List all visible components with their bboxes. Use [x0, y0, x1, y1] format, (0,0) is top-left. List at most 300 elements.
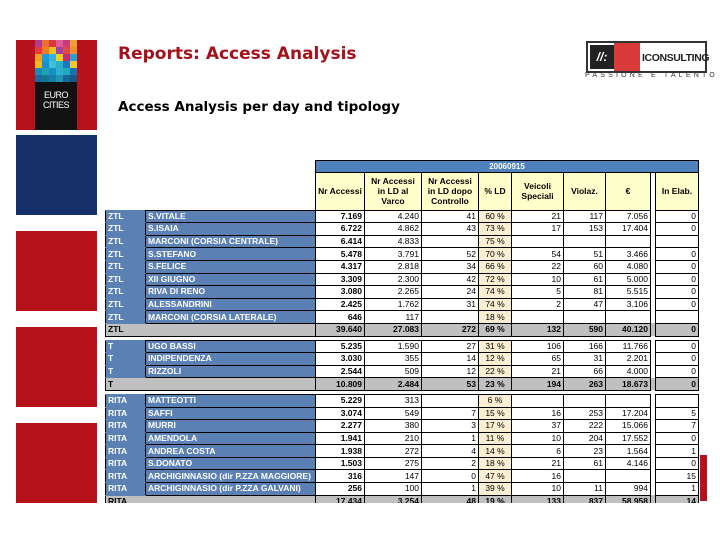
veicoli-speciali-cell: 37	[512, 420, 564, 433]
in-elab-cell: 0	[656, 248, 699, 261]
ld-controllo-cell	[422, 235, 479, 248]
ld-controllo-cell: 31	[422, 298, 479, 311]
euro-cell: 17.552	[606, 432, 651, 445]
ld-varco-cell: 355	[365, 353, 422, 366]
type-cell: ZTL	[106, 273, 146, 286]
in-elab-cell: 0	[656, 432, 699, 445]
pct-ld-cell: 66 %	[479, 260, 512, 273]
ld-controllo-cell: 43	[422, 223, 479, 236]
ld-varco-cell: 549	[365, 407, 422, 420]
veicoli-speciali-cell	[512, 235, 564, 248]
mosaic-tile	[70, 47, 77, 54]
iconsulting-tagline: PASSIONE E TALENTO	[585, 72, 718, 79]
accessi-cell: 17.434	[316, 495, 365, 503]
table-row	[106, 445, 699, 458]
mosaic-tile	[35, 40, 42, 47]
table-row	[106, 260, 699, 273]
gate-name-cell: S.FELICE	[146, 260, 316, 273]
veicoli-speciali-cell: 21	[512, 457, 564, 470]
euro-cell: 994	[606, 483, 651, 496]
accessi-cell: 2.544	[316, 365, 365, 378]
veicoli-speciali-cell: 194	[512, 378, 564, 391]
euro-cell: 1.564	[606, 445, 651, 458]
ld-varco-cell: 100	[365, 483, 422, 496]
page-subtitle: Access Analysis per day and tipology	[118, 99, 400, 115]
type-cell: T	[106, 340, 146, 353]
date-header: 20060915	[316, 161, 699, 173]
in-elab-cell: 0	[656, 365, 699, 378]
table-row	[106, 223, 699, 236]
gate-name-cell: XII GIUGNO	[146, 273, 316, 286]
euro-cell: 3.106	[606, 298, 651, 311]
gate-name-cell: S.ISAIA	[146, 223, 316, 236]
violazioni-cell: 81	[564, 286, 606, 299]
in-elab-cell: 0	[656, 223, 699, 236]
accessi-cell: 10.809	[316, 378, 365, 391]
table-row	[106, 340, 699, 353]
mosaic-tile	[56, 40, 63, 47]
ld-varco-cell: 509	[365, 365, 422, 378]
table-row	[106, 248, 699, 261]
pct-ld-cell: 18 %	[479, 457, 512, 470]
euro-cell: 5.000	[606, 273, 651, 286]
table-row	[106, 298, 699, 311]
gate-name-cell: UGO BASSI	[146, 340, 316, 353]
column-header: % LD	[479, 172, 512, 210]
in-elab-cell: 7	[656, 420, 699, 433]
violazioni-cell: 837	[564, 495, 606, 503]
column-header: Nr Accessi	[316, 172, 365, 210]
euro-cell	[606, 235, 651, 248]
ld-varco-cell: 3.791	[365, 248, 422, 261]
ld-varco-cell: 147	[365, 470, 422, 483]
ld-controllo-cell: 48	[422, 495, 479, 503]
veicoli-speciali-cell: 10	[512, 483, 564, 496]
ld-varco-cell: 2.818	[365, 260, 422, 273]
veicoli-speciali-cell: 21	[512, 365, 564, 378]
accessi-cell: 5.478	[316, 248, 365, 261]
euro-cell	[606, 311, 651, 324]
in-elab-cell: 14	[656, 495, 699, 503]
table-row	[106, 365, 699, 378]
pct-ld-cell: 74 %	[479, 286, 512, 299]
type-cell: ZTL	[106, 323, 316, 336]
violazioni-cell: 153	[564, 223, 606, 236]
euro-cell: 15.066	[606, 420, 651, 433]
column-header: Nr Accessi in LD al Varco	[365, 172, 422, 210]
in-elab-cell: 0	[656, 210, 699, 223]
violazioni-cell: 51	[564, 248, 606, 261]
pct-ld-cell: 15 %	[479, 407, 512, 420]
ld-varco-cell: 272	[365, 445, 422, 458]
accessi-cell: 7.169	[316, 210, 365, 223]
mosaic-tile	[35, 61, 42, 68]
logo-text: EURO CITIES	[42, 90, 69, 110]
type-cell: T	[106, 378, 316, 391]
mosaic-tile	[63, 75, 70, 82]
pct-ld-cell: 69 %	[479, 323, 512, 336]
ld-varco-cell: 2.484	[365, 378, 422, 391]
red-side-tab	[700, 455, 707, 501]
gate-name-cell: INDIPENDENZA	[146, 353, 316, 366]
mosaic-tile	[56, 47, 63, 54]
mosaic-tile	[70, 54, 77, 61]
violazioni-cell	[564, 311, 606, 324]
euro-cell: 17.204	[606, 407, 651, 420]
table-row	[106, 311, 699, 324]
in-elab-cell: 1	[656, 445, 699, 458]
euro-cell	[606, 394, 651, 407]
veicoli-speciali-cell: 22	[512, 260, 564, 273]
red-block	[16, 423, 97, 503]
ld-controllo-cell: 2	[422, 457, 479, 470]
type-cell: RITA	[106, 495, 316, 503]
euro-cell: 4.080	[606, 260, 651, 273]
mosaic-tile	[70, 40, 77, 47]
table-row	[106, 394, 699, 407]
pct-ld-cell: 31 %	[479, 340, 512, 353]
type-cell: RITA	[106, 407, 146, 420]
accessi-cell: 5.235	[316, 340, 365, 353]
accessi-cell: 6.722	[316, 223, 365, 236]
ld-varco-cell: 4.862	[365, 223, 422, 236]
veicoli-speciali-cell: 5	[512, 286, 564, 299]
table-row	[106, 432, 699, 445]
type-cell: ZTL	[106, 223, 146, 236]
ld-controllo-cell: 42	[422, 273, 479, 286]
mosaic-tile	[56, 61, 63, 68]
gate-name-cell: MURRI	[146, 420, 316, 433]
in-elab-cell: 0	[656, 323, 699, 336]
mosaic-tile	[35, 47, 42, 54]
type-cell: RITA	[106, 432, 146, 445]
logo-mosaic	[35, 40, 77, 82]
type-cell: T	[106, 365, 146, 378]
ld-varco-cell: 210	[365, 432, 422, 445]
in-elab-cell: 5	[656, 407, 699, 420]
ld-varco-cell: 3.254	[365, 495, 422, 503]
ld-controllo-cell: 34	[422, 260, 479, 273]
ld-varco-cell: 4.833	[365, 235, 422, 248]
ld-controllo-cell: 41	[422, 210, 479, 223]
ld-varco-cell: 2.265	[365, 286, 422, 299]
accessi-cell: 1.938	[316, 445, 365, 458]
veicoli-speciali-cell: 65	[512, 353, 564, 366]
total-row	[106, 378, 699, 391]
mosaic-tile	[42, 54, 49, 61]
type-cell: ZTL	[106, 248, 146, 261]
veicoli-speciali-cell: 106	[512, 340, 564, 353]
ld-varco-cell: 4.240	[365, 210, 422, 223]
veicoli-speciali-cell: 54	[512, 248, 564, 261]
pct-ld-cell: 70 %	[479, 248, 512, 261]
in-elab-cell: 1	[656, 483, 699, 496]
mosaic-tile	[49, 40, 56, 47]
in-elab-cell: 0	[656, 260, 699, 273]
violazioni-cell: 31	[564, 353, 606, 366]
pct-ld-cell: 14 %	[479, 445, 512, 458]
mosaic-tile	[42, 68, 49, 75]
violazioni-cell: 204	[564, 432, 606, 445]
veicoli-speciali-cell: 2	[512, 298, 564, 311]
euro-cell: 3.466	[606, 248, 651, 261]
violazioni-cell	[564, 394, 606, 407]
in-elab-cell: 0	[656, 340, 699, 353]
mosaic-tile	[63, 54, 70, 61]
mosaic-tile	[63, 68, 70, 75]
ld-controllo-cell: 52	[422, 248, 479, 261]
in-elab-cell: 0	[656, 273, 699, 286]
pct-ld-cell: 12 %	[479, 353, 512, 366]
euro-cell: 2.201	[606, 353, 651, 366]
accessi-cell: 1.503	[316, 457, 365, 470]
pct-ld-cell: 72 %	[479, 273, 512, 286]
violazioni-cell: 590	[564, 323, 606, 336]
ld-controllo-cell	[422, 394, 479, 407]
ld-controllo-cell: 1	[422, 483, 479, 496]
mosaic-tile	[49, 54, 56, 61]
violazioni-cell: 23	[564, 445, 606, 458]
type-cell: RITA	[106, 470, 146, 483]
veicoli-speciali-cell	[512, 311, 564, 324]
type-cell: RITA	[106, 394, 146, 407]
violazioni-cell: 66	[564, 365, 606, 378]
ld-varco-cell: 27.083	[365, 323, 422, 336]
table-row	[106, 470, 699, 483]
mosaic-tile	[56, 75, 63, 82]
euro-cell: 40.120	[606, 323, 651, 336]
pct-ld-cell: 11 %	[479, 432, 512, 445]
mosaic-tile	[63, 47, 70, 54]
ld-controllo-cell: 4	[422, 445, 479, 458]
violazioni-cell: 117	[564, 210, 606, 223]
in-elab-cell: 0	[656, 298, 699, 311]
euro-cell	[606, 470, 651, 483]
veicoli-speciali-cell: 133	[512, 495, 564, 503]
table-row	[106, 353, 699, 366]
table-row	[106, 483, 699, 496]
accessi-cell: 316	[316, 470, 365, 483]
gate-name-cell: S.DONATO	[146, 457, 316, 470]
accessi-cell: 5.229	[316, 394, 365, 407]
euro-cell: 7.056	[606, 210, 651, 223]
table-row	[106, 286, 699, 299]
mosaic-tile	[63, 40, 70, 47]
in-elab-cell: 0	[656, 286, 699, 299]
gate-name-cell: S.VITALE	[146, 210, 316, 223]
type-cell: ZTL	[106, 286, 146, 299]
veicoli-speciali-cell: 10	[512, 432, 564, 445]
gate-name-cell: RIZZOLI	[146, 365, 316, 378]
gate-name-cell: S.STEFANO	[146, 248, 316, 261]
gate-name-cell: RIVA DI RENO	[146, 286, 316, 299]
ld-varco-cell: 380	[365, 420, 422, 433]
gate-name-cell: ARCHIGINNASIO (dir P.ZZA MAGGIORE)	[146, 470, 316, 483]
ld-controllo-cell: 3	[422, 420, 479, 433]
violazioni-cell: 253	[564, 407, 606, 420]
mosaic-tile	[49, 68, 56, 75]
pct-ld-cell: 75 %	[479, 235, 512, 248]
accessi-cell: 1.941	[316, 432, 365, 445]
ld-controllo-cell: 14	[422, 353, 479, 366]
type-cell: ZTL	[106, 298, 146, 311]
ld-varco-cell: 275	[365, 457, 422, 470]
table-row	[106, 457, 699, 470]
type-cell: RITA	[106, 457, 146, 470]
column-header: In Elab.	[656, 172, 699, 210]
accessi-cell: 3.080	[316, 286, 365, 299]
mosaic-tile	[42, 75, 49, 82]
in-elab-cell: 0	[656, 378, 699, 391]
veicoli-speciali-cell	[512, 394, 564, 407]
ld-varco-cell: 117	[365, 311, 422, 324]
ld-controllo-cell: 53	[422, 378, 479, 391]
euro-cell: 5.515	[606, 286, 651, 299]
pct-ld-cell: 73 %	[479, 223, 512, 236]
access-analysis-table	[105, 160, 705, 503]
ld-controllo-cell: 27	[422, 340, 479, 353]
violazioni-cell: 47	[564, 298, 606, 311]
type-cell: RITA	[106, 420, 146, 433]
euro-cell: 4.146	[606, 457, 651, 470]
mosaic-tile	[56, 68, 63, 75]
veicoli-speciali-cell: 6	[512, 445, 564, 458]
navy-block	[16, 135, 97, 215]
gate-name-cell: AMENDOLA	[146, 432, 316, 445]
ld-controllo-cell: 7	[422, 407, 479, 420]
table-row	[106, 273, 699, 286]
ld-controllo-cell: 24	[422, 286, 479, 299]
ld-controllo-cell: 1	[422, 432, 479, 445]
type-cell: RITA	[106, 483, 146, 496]
veicoli-speciali-cell: 16	[512, 470, 564, 483]
mosaic-tile	[70, 75, 77, 82]
euro-cell: 17.404	[606, 223, 651, 236]
eurocities-logo	[16, 40, 97, 130]
table-row	[106, 210, 699, 223]
column-header: Violaz.	[564, 172, 606, 210]
ld-varco-cell: 2.300	[365, 273, 422, 286]
red-block	[16, 231, 97, 311]
violazioni-cell: 60	[564, 260, 606, 273]
mosaic-tile	[49, 75, 56, 82]
iconsulting-mark-icon: //:	[590, 45, 614, 69]
gate-name-cell: ARCHIGINNASIO (dir P.ZZA GALVANI)	[146, 483, 316, 496]
type-cell: T	[106, 353, 146, 366]
violazioni-cell: 222	[564, 420, 606, 433]
gate-name-cell: MATTEOTTI	[146, 394, 316, 407]
violazioni-cell: 263	[564, 378, 606, 391]
page-title: Reports: Access Analysis	[118, 44, 357, 64]
column-header: Nr Accessi in LD dopo Controllo	[422, 172, 479, 210]
ld-varco-cell: 313	[365, 394, 422, 407]
total-row	[106, 495, 699, 503]
euro-cell: 58.958	[606, 495, 651, 503]
veicoli-speciali-cell: 10	[512, 273, 564, 286]
pct-ld-cell: 39 %	[479, 483, 512, 496]
mosaic-tile	[56, 54, 63, 61]
in-elab-cell	[656, 311, 699, 324]
violazioni-cell	[564, 470, 606, 483]
pct-ld-cell: 60 %	[479, 210, 512, 223]
mosaic-tile	[63, 61, 70, 68]
mosaic-tile	[49, 61, 56, 68]
mosaic-tile	[35, 68, 42, 75]
type-cell: RITA	[106, 445, 146, 458]
gate-name-cell: MARCONI (CORSIA LATERALE)	[146, 311, 316, 324]
ld-controllo-cell	[422, 311, 479, 324]
ld-controllo-cell: 12	[422, 365, 479, 378]
euro-cell: 18.673	[606, 378, 651, 391]
type-cell: ZTL	[106, 235, 146, 248]
gate-name-cell: MARCONI (CORSIA CENTRALE)	[146, 235, 316, 248]
gate-name-cell: SAFFI	[146, 407, 316, 420]
total-row	[106, 323, 699, 336]
type-cell: ZTL	[106, 210, 146, 223]
accessi-cell: 4.317	[316, 260, 365, 273]
mosaic-tile	[42, 40, 49, 47]
table-row	[106, 420, 699, 433]
accessi-cell: 2.277	[316, 420, 365, 433]
accessi-cell: 3.074	[316, 407, 365, 420]
ld-varco-cell: 1.762	[365, 298, 422, 311]
mosaic-tile	[42, 61, 49, 68]
veicoli-speciali-cell: 21	[512, 210, 564, 223]
veicoli-speciali-cell: 17	[512, 223, 564, 236]
iconsulting-red-square	[614, 43, 640, 71]
pct-ld-cell: 23 %	[479, 378, 512, 391]
pct-ld-cell: 22 %	[479, 365, 512, 378]
violazioni-cell: 166	[564, 340, 606, 353]
accessi-cell: 2.425	[316, 298, 365, 311]
accessi-cell: 3.309	[316, 273, 365, 286]
violazioni-cell	[564, 235, 606, 248]
ld-controllo-cell: 0	[422, 470, 479, 483]
table-row	[106, 407, 699, 420]
pct-ld-cell: 19 %	[479, 495, 512, 503]
mosaic-tile	[42, 47, 49, 54]
gate-name-cell: ANDREA COSTA	[146, 445, 316, 458]
mosaic-tile	[70, 68, 77, 75]
in-elab-cell: 0	[656, 457, 699, 470]
pct-ld-cell: 17 %	[479, 420, 512, 433]
in-elab-cell: 0	[656, 353, 699, 366]
accessi-cell: 646	[316, 311, 365, 324]
column-header: Veicoli Speciali	[512, 172, 564, 210]
euro-cell: 4.000	[606, 365, 651, 378]
pct-ld-cell: 47 %	[479, 470, 512, 483]
mosaic-tile	[70, 61, 77, 68]
violazioni-cell: 61	[564, 457, 606, 470]
mosaic-tile	[35, 75, 42, 82]
violazioni-cell: 11	[564, 483, 606, 496]
pct-ld-cell: 6 %	[479, 394, 512, 407]
violazioni-cell: 61	[564, 273, 606, 286]
ld-varco-cell: 1.590	[365, 340, 422, 353]
veicoli-speciali-cell: 132	[512, 323, 564, 336]
in-elab-cell	[656, 394, 699, 407]
iconsulting-logo	[586, 41, 710, 73]
veicoli-speciali-cell: 16	[512, 407, 564, 420]
ld-controllo-cell: 272	[422, 323, 479, 336]
type-cell: ZTL	[106, 260, 146, 273]
euro-cell: 11.766	[606, 340, 651, 353]
in-elab-cell: 15	[656, 470, 699, 483]
accessi-cell: 256	[316, 483, 365, 496]
red-block	[16, 327, 97, 407]
pct-ld-cell: 18 %	[479, 311, 512, 324]
accessi-cell: 3.030	[316, 353, 365, 366]
